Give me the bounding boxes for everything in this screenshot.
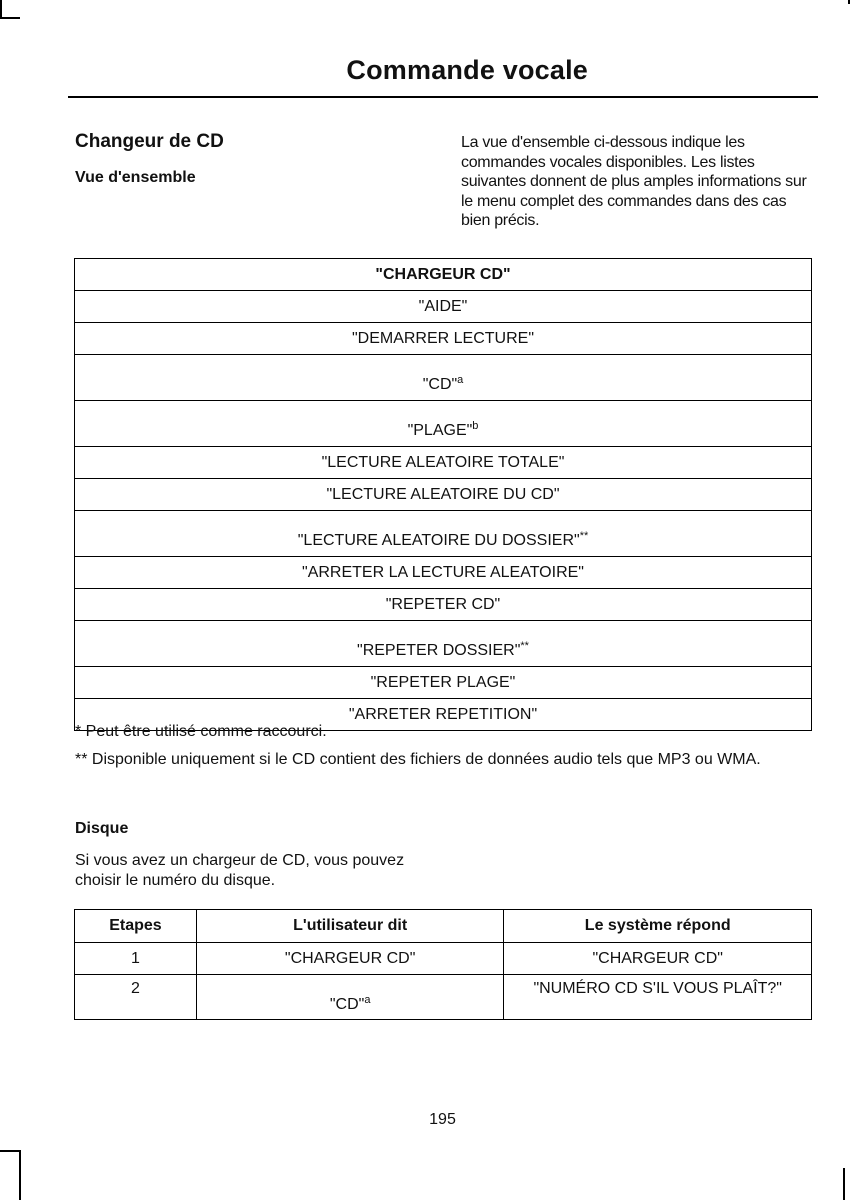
table-row bbox=[75, 589, 812, 621]
command-text: "CD" bbox=[422, 376, 458, 393]
title-divider bbox=[68, 96, 818, 98]
steps-column-header: Etapes bbox=[75, 910, 197, 943]
crop-mark bbox=[19, 1150, 21, 1200]
command-cell bbox=[75, 511, 812, 557]
command-text: "LECTURE ALEATOIRE TOTALE" bbox=[321, 453, 565, 471]
page-number: 195 bbox=[429, 1111, 456, 1128]
command-cell bbox=[75, 447, 812, 479]
command-footnote-marker: ** bbox=[520, 640, 529, 652]
command-text: "REPETER PLAGE" bbox=[370, 673, 516, 691]
command-cell bbox=[75, 355, 812, 401]
intro-paragraph: La vue d'ensemble ci-dessous indique les commandes vocales disponibles. Les listes suivantes donnent de plus amples informations sur le menu complet des commandes dans des cas bien précis. bbox=[461, 134, 807, 229]
command-cell bbox=[75, 667, 812, 699]
command-text: "ARRETER LA LECTURE ALEATOIRE" bbox=[302, 563, 584, 581]
command-text: "PLAGE" bbox=[407, 422, 473, 439]
command-cell bbox=[75, 557, 812, 589]
command-cell bbox=[75, 291, 812, 323]
command-footnote-marker: ** bbox=[579, 530, 589, 542]
command-footnote-marker: b bbox=[472, 420, 479, 432]
table-header-row bbox=[75, 259, 812, 291]
disc-heading: Disque bbox=[75, 820, 129, 837]
command-cell bbox=[75, 401, 812, 447]
command-cell bbox=[75, 479, 812, 511]
footnote-shortcut: * Peut être utilisé comme raccourci. bbox=[75, 723, 327, 740]
table-row bbox=[75, 401, 812, 447]
table-row bbox=[75, 943, 812, 975]
table-header-row bbox=[75, 910, 812, 943]
system-response-cell: "CHARGEUR CD" bbox=[504, 943, 812, 975]
command-text: "DEMARRER LECTURE" bbox=[351, 329, 535, 347]
system-responds-column-header: Le système répond bbox=[504, 910, 812, 943]
voice-command-table bbox=[74, 258, 812, 731]
table-row bbox=[75, 667, 812, 699]
crop-mark bbox=[0, 17, 20, 19]
command-text: "ARRETER REPETITION" bbox=[348, 705, 538, 723]
crop-mark bbox=[848, 0, 850, 4]
table-row bbox=[75, 323, 812, 355]
step-number: 2 bbox=[75, 975, 197, 1020]
steps-table bbox=[74, 909, 812, 1020]
command-footnote-marker: a bbox=[457, 374, 464, 386]
command-cell bbox=[75, 323, 812, 355]
command-text: "AIDE" bbox=[418, 297, 468, 315]
crop-mark bbox=[0, 1150, 20, 1152]
table-row bbox=[75, 975, 812, 1020]
crop-mark bbox=[0, 0, 2, 18]
table-row bbox=[75, 479, 812, 511]
user-says-text: "CHARGEUR CD" bbox=[284, 949, 416, 967]
table-row bbox=[75, 511, 812, 557]
command-header-cell: "CHARGEUR CD" bbox=[75, 259, 812, 291]
table-row bbox=[75, 621, 812, 667]
user-says-cell bbox=[196, 975, 504, 1020]
section-heading: Changeur de CD bbox=[75, 131, 224, 152]
table-row bbox=[75, 447, 812, 479]
command-text: "REPETER CD" bbox=[385, 595, 501, 613]
footnote-mp3-wma: ** Disponible uniquement si le CD contient des fichiers de données audio tels que MP3 ou WMA. bbox=[75, 751, 761, 768]
step-number: 1 bbox=[75, 943, 197, 975]
page-title: Commande vocale bbox=[346, 55, 588, 85]
command-text: "LECTURE ALEATOIRE DU DOSSIER" bbox=[297, 532, 580, 549]
overview-subheading: Vue d'ensemble bbox=[75, 169, 196, 186]
system-response-cell: "NUMÉRO CD S'IL VOUS PLAÎT?" bbox=[504, 975, 812, 1020]
table-row bbox=[75, 557, 812, 589]
user-says-text: "CD" bbox=[329, 996, 365, 1013]
user-footnote-marker: a bbox=[364, 994, 371, 1006]
command-cell bbox=[75, 621, 812, 667]
table-row bbox=[75, 355, 812, 401]
disc-paragraph: Si vous avez un chargeur de CD, vous pouvez choisir le numéro du disque. bbox=[75, 852, 405, 889]
command-text: "REPETER DOSSIER" bbox=[357, 642, 521, 659]
command-text: "LECTURE ALEATOIRE DU CD" bbox=[326, 485, 560, 503]
user-says-cell bbox=[196, 943, 504, 975]
crop-mark bbox=[843, 1168, 845, 1200]
command-cell bbox=[75, 589, 812, 621]
user-says-column-header: L'utilisateur dit bbox=[196, 910, 504, 943]
table-row bbox=[75, 291, 812, 323]
